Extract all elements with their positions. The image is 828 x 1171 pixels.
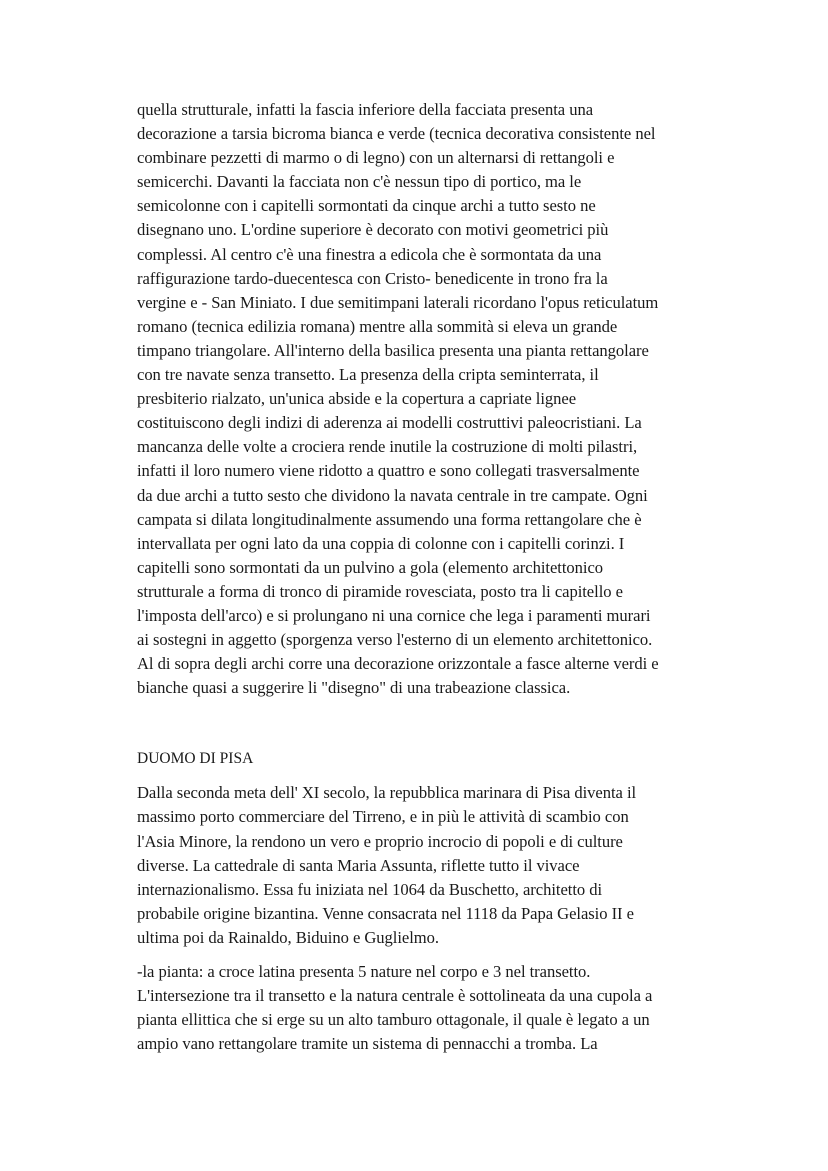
text-line: campata si dilata longitudinalmente assumendo una forma rettangolare che è <box>137 509 642 529</box>
document-page <box>137 98 697 1066</box>
intro-paragraph <box>137 98 697 700</box>
text-line: da due archi a tutto sesto che dividono la navata centrale in tre campate. Ogni <box>137 485 648 505</box>
text-line: internazionalismo. Essa fu iniziata nel 1064 da Buschetto, architetto di <box>137 879 603 899</box>
section-paragraph-1 <box>137 781 697 950</box>
text-line: raffigurazione tardo-duecentesca con Cristo- benedicente in trono fra la <box>137 268 608 288</box>
text-line: quella strutturale, infatti la fascia inferiore della facciata presenta una <box>137 100 594 119</box>
text-line: Al di sopra degli archi corre una decorazione orizzontale a fasce alterne verdi e <box>137 654 659 674</box>
text-line: L'intersezione tra il transetto e la natura centrale è sottolineata da una cupola a <box>137 986 653 1006</box>
text-line: massimo porto commerciare del Tirreno, e in più le attività di scambio con <box>137 807 629 827</box>
text-line: strutturale a forma di tronco di piramide rovesciata, posto tra li capitello e <box>137 581 623 601</box>
section-heading: DUOMO DI PISA <box>137 750 254 768</box>
text-line: probabile origine bizantina. Venne consacrata nel 1118 da Papa Gelasio II e <box>137 903 634 923</box>
text-line: semicolonne con i capitelli sormontati da cinque archi a tutto sesto ne <box>137 196 596 216</box>
text-line: combinare pezzetti di marmo o di legno) con un alternarsi di rettangoli e <box>137 148 615 168</box>
text-line: Dalla seconda meta dell' XI secolo, la repubblica marinara di Pisa diventa il <box>137 783 637 803</box>
text-line: vergine e - San Miniato. I due semitimpani laterali ricordano l'opus reticulatum <box>137 292 659 312</box>
section-paragraph-2 <box>137 960 697 1056</box>
text-line: -la pianta: a croce latina presenta 5 nature nel corpo e 3 nel transetto. <box>137 962 591 981</box>
text-line: decorazione a tarsia bicroma bianca e verde (tecnica decorativa consistente nel <box>137 124 656 144</box>
text-line: l'imposta dell'arco) e si prolungano ni una cornice che lega i paramenti murari <box>137 605 651 625</box>
text-line: diverse. La cattedrale di santa Maria Assunta, riflette tutto il vivace <box>137 855 580 875</box>
text-line: l'Asia Minore, la rendono un vero e proprio incrocio di popoli e di culture <box>137 831 623 851</box>
text-line: ai sostegni in aggetto (sporgenza verso l'esterno di un elemento architettonico. <box>137 630 653 650</box>
text-line: ampio vano rettangolare tramite un sistema di pennacchi a tromba. La <box>137 1034 598 1054</box>
text-line: con tre navate senza transetto. La presenza della cripta seminterrata, il <box>137 365 599 385</box>
text-line: disegnano uno. L'ordine superiore è decorato con motivi geometrici più <box>137 220 609 240</box>
text-line: semicerchi. Davanti la facciata non c'è nessun tipo di portico, ma le <box>137 172 582 192</box>
text-line: infatti il loro numero viene ridotto a quattro e sono collegati trasversalmente <box>137 461 640 481</box>
text-line: intervallata per ogni lato da una coppia di colonne con i capitelli corinzi. I <box>137 533 625 553</box>
text-line: capitelli sono sormontati da un pulvino a gola (elemento architettonico <box>137 557 604 577</box>
text-line: romano (tecnica edilizia romana) mentre alla sommità si eleva un grande <box>137 316 618 336</box>
text-line: bianche quasi a suggerire li "disegno" di una trabeazione classica. <box>137 678 571 698</box>
text-line: complessi. Al centro c'è una finestra a edicola che è sormontata da una <box>137 244 602 264</box>
text-line: presbiterio rialzato, un'unica abside e la copertura a capriate lignee <box>137 389 577 409</box>
text-line: timpano triangolare. All'interno della basilica presenta una pianta rettangolare <box>137 340 649 360</box>
text-line: mancanza delle volte a crociera rende inutile la costruzione di molti pilastri, <box>137 437 638 457</box>
text-line: ultima poi da Rainaldo, Biduino e Guglielmo. <box>137 927 439 947</box>
text-line: pianta ellittica che si erge su un alto tamburo ottagonale, il quale è legato a un <box>137 1010 650 1030</box>
text-line: costituiscono degli indizi di aderenza ai modelli costruttivi paleocristiani. La <box>137 413 642 433</box>
